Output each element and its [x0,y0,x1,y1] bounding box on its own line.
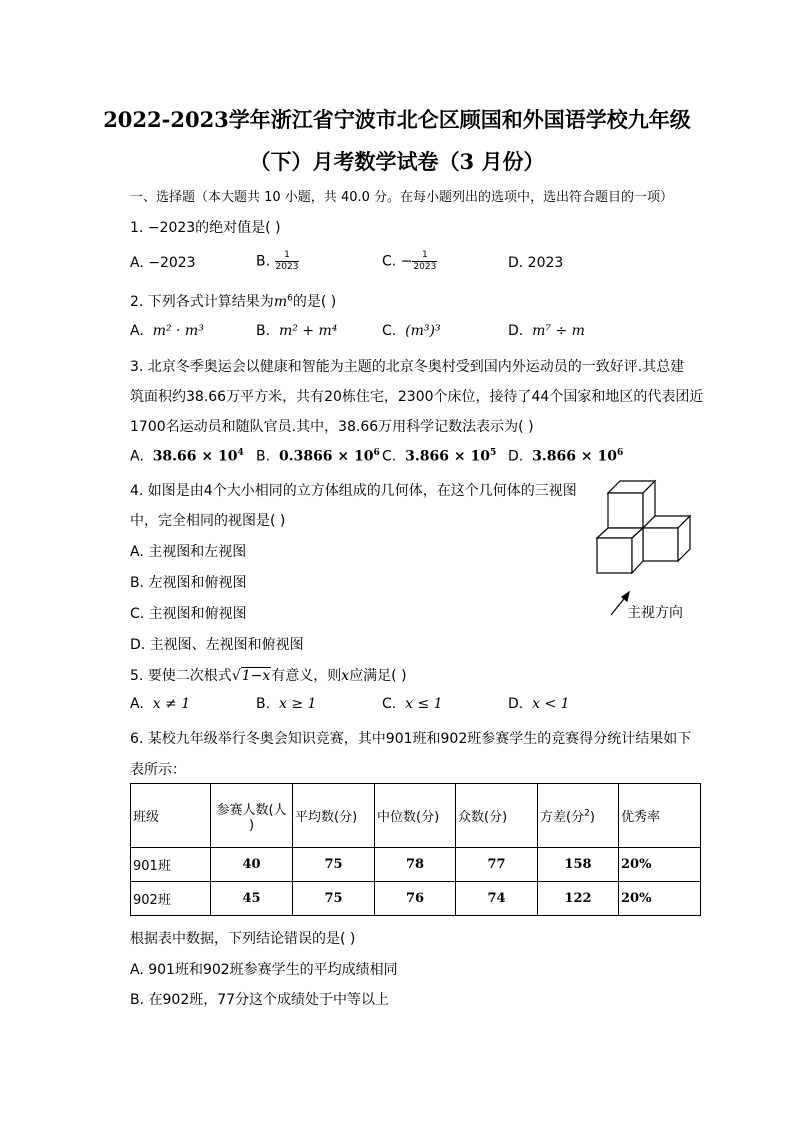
table-cell: 76 [375,882,456,916]
q3-option-a: A. $38.66 \times 10^4$ [130,448,244,465]
figure-label: 主视方向 [627,605,683,621]
header-cell: 方差(分$^2$) [538,784,619,848]
table-cell: 45 [211,882,293,916]
q1-option-c: C. − $\frac{1}{2023}$ [382,250,437,272]
q4-option-b: B. 左视图和俯视图 [130,575,247,591]
question-2-stem: 2. 下列各式计算结果为$m^6$的是( ) [130,293,337,310]
q4-option-d: D. 主视图、左视图和俯视图 [130,637,304,653]
table-cell: 158 [538,848,619,882]
table-row [131,848,701,882]
table-cell: 901班 [131,848,211,882]
question-6-line2: 表所示： [130,762,186,778]
table-header-row [131,784,701,848]
q5-option-b: B. x ≥ 1 [256,696,317,712]
question-3-line1: 3. 北京冬季奥运会以健康和智能为主题的北京冬奥村受到国内外运动员的一致好评.其总建 [130,359,685,375]
q3-option-b: B. $0.3866 \times 10^6$ [256,448,380,465]
score-table [130,783,701,916]
section-heading: 一、选择题（本大题共 10 小题，共 40.0 分。在每小题列出的选项中，选出符合题目的一项） [130,190,674,205]
table-cell: 20% [619,848,701,882]
header-cell: 中位数(分) [375,784,456,848]
header-cell: 众数(分) [456,784,538,848]
question-4-line1: 4. 如图是由4个大小相同的立方体组成的几何体，在这个几何体的三视图 [130,483,577,499]
question-6-prompt: 根据表中数据，下列结论错误的是( ) [130,931,356,947]
q1-option-b: B. $\frac{1}{2023}$ [256,250,299,272]
question-5-stem: 5. 要使二次根式√1−x有意义，则x应满足( ) [130,668,407,684]
q3-option-d: D. $3.866 \times 10^6$ [508,448,624,465]
header-cell: 平均数(分) [293,784,375,848]
table-cell: 75 [293,882,375,916]
header-cell: 参赛人数(人 ) [211,784,293,848]
q5-option-c: C. x ≤ 1 [382,696,443,712]
question-1-stem: 1. −2023的绝对值是( ) [130,220,281,236]
question-4-line2: 中，完全相同的视图是( ) [130,513,286,529]
q2-option-d: D. m⁷ ÷ m [508,323,585,339]
q5-option-d: D. x < 1 [508,696,570,712]
q4-option-a: A. 主视图和左视图 [130,544,247,560]
header-cell: 优秀率 [619,784,701,848]
q4-option-c: C. 主视图和俯视图 [130,606,247,622]
question-3-line2: 筑面积约38.66万平方米，共有20栋住宅，2300个床位，接待了44个国家和地区的代表团近 [130,389,704,405]
q2-option-b: B. m² + m⁴ [256,323,338,339]
q2-option-a: A. m² · m³ [130,323,204,339]
q6-option-a: A. 901班和902班参赛学生的平均成绩相同 [130,962,398,978]
question-3-line3: 1700名运动员和随队官员.其中，38.66万用科学记数法表示为( ) [130,419,534,435]
q2-option-c: C. (m³)³ [382,323,441,339]
q3-option-c: C. $3.866 \times 10^5$ [382,448,497,465]
exam-title-line1: 2022-2023学年浙江省宁波市北仑区顾国和外国语学校九年级 [103,107,691,132]
header-cell: 班级 [131,784,211,848]
table-cell: 902班 [131,882,211,916]
question-6-line1: 6. 某校九年级举行冬奥会知识竞赛，其中901班和902班参赛学生的竞赛得分统计结果如下 [130,731,692,747]
table-cell: 122 [538,882,619,916]
table-cell: 40 [211,848,293,882]
q6-option-b: B. 在902班，77分这个成绩处于中等以上 [130,992,390,1008]
table-row [131,882,701,916]
q1-option-d: D. 2023 [508,255,564,271]
table-cell: 78 [375,848,456,882]
table-cell: 77 [456,848,538,882]
q5-option-a: A. x ≠ 1 [130,696,191,712]
table-cell: 74 [456,882,538,916]
table-cell: 20% [619,882,701,916]
table-cell: 75 [293,848,375,882]
exam-title-line2: （下）月考数学试卷（3 月份） [249,149,545,174]
q1-option-a: A. −2023 [130,255,196,271]
